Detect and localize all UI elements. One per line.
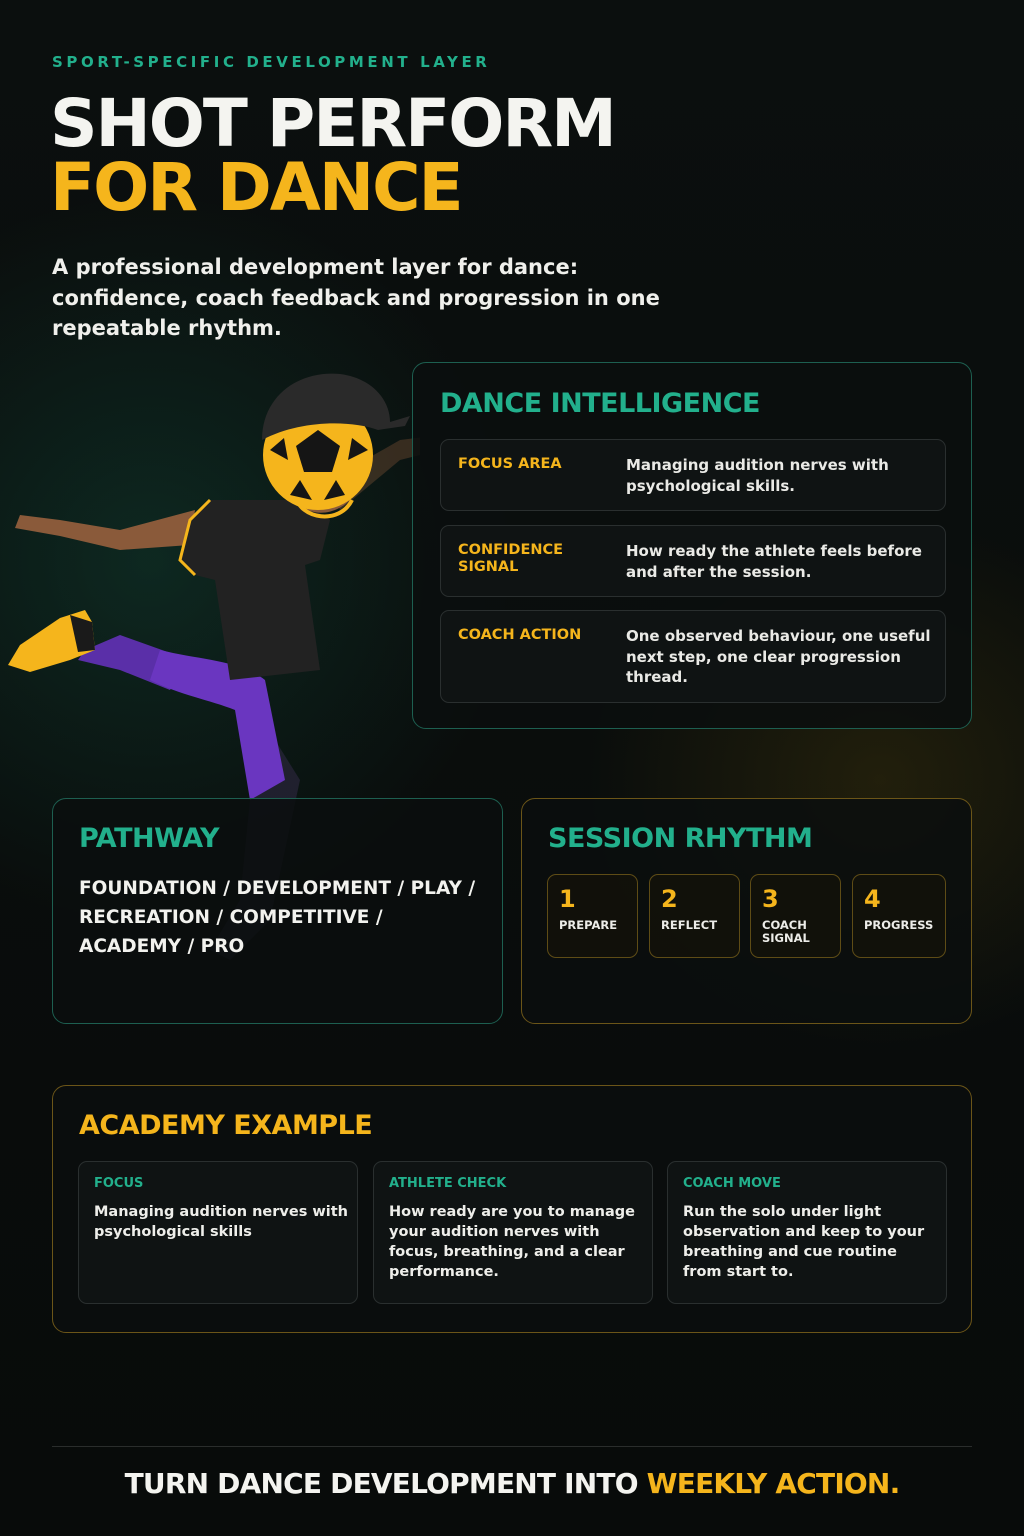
- academy-col-label: COACH MOVE: [683, 1176, 781, 1191]
- intel-row-focus-area: [440, 439, 946, 511]
- session-rhythm-title: SESSION RHYTHM: [548, 823, 813, 854]
- academy-col-coach-move: [667, 1161, 947, 1304]
- title-line-1: SHOT PERFORM: [50, 85, 615, 162]
- academy-example-title: ACADEMY EXAMPLE: [79, 1110, 373, 1141]
- rhythm-step-coach-signal: [750, 874, 841, 958]
- step-label: PROGRESS: [864, 918, 934, 932]
- academy-col-label: FOCUS: [94, 1176, 144, 1191]
- academy-col-text: Managing audition nerves with psychological skills: [94, 1204, 349, 1240]
- pathway-text: FOUNDATION / DEVELOPMENT / PLAY / RECREATION / COMPETITIVE / ACADEMY / PRO: [79, 878, 476, 957]
- footer-divider: [52, 1446, 972, 1447]
- page-title: [50, 85, 615, 226]
- intro-text: A professional development layer for dance: confidence, coach feedback and progression in one repeatable rhythm.: [52, 255, 660, 340]
- intel-row-text: How ready the athlete feels before and after the session.: [626, 542, 922, 581]
- pathway-title: PATHWAY: [79, 823, 220, 854]
- intel-row-coach-action: [440, 610, 946, 703]
- step-label: COACH SIGNAL: [762, 918, 810, 945]
- footer-tagline: [0, 1467, 1024, 1500]
- eyebrow-label: SPORT-SPECIFIC DEVELOPMENT LAYER: [52, 53, 491, 71]
- academy-col-text: Run the solo under light observation and keep to your breathing and cue routine from start to.: [683, 1204, 925, 1280]
- step-number: 2: [661, 885, 678, 913]
- intel-row-label: COACH ACTION: [458, 627, 582, 643]
- title-line-2: FOR DANCE: [50, 149, 462, 226]
- dance-intelligence-title: DANCE INTELLIGENCE: [440, 388, 760, 419]
- step-label: REFLECT: [661, 918, 718, 932]
- pathway-card: [52, 798, 503, 1024]
- session-rhythm-card: [521, 798, 972, 1024]
- intel-row-label: FOCUS AREA: [458, 456, 562, 472]
- footer-highlight: WEEKLY ACTION.: [646, 1467, 900, 1500]
- step-number: 3: [762, 885, 779, 913]
- rhythm-step-progress: [852, 874, 946, 958]
- academy-col-athlete-check: [373, 1161, 653, 1304]
- rhythm-step-reflect: [649, 874, 740, 958]
- step-number: 4: [864, 885, 881, 913]
- academy-example-card: [52, 1085, 972, 1333]
- rhythm-step-prepare: [547, 874, 638, 958]
- intel-row-text: Managing audition nerves with psychological skills.: [626, 456, 889, 495]
- intel-row-text: One observed behaviour, one useful next step, one clear progression thread.: [626, 627, 931, 686]
- dance-intelligence-card: [412, 362, 972, 729]
- step-label: PREPARE: [559, 918, 618, 932]
- academy-col-text: How ready are you to manage your audition nerves with focus, breathing, and a clear performance.: [389, 1204, 635, 1280]
- academy-col-label: ATHLETE CHECK: [389, 1176, 507, 1191]
- academy-col-focus: [78, 1161, 358, 1304]
- footer-text: TURN DANCE DEVELOPMENT INTO: [124, 1467, 638, 1500]
- intel-row-label: CONFIDENCE SIGNAL: [458, 542, 564, 575]
- intel-row-confidence-signal: [440, 525, 946, 597]
- step-number: 1: [559, 885, 576, 913]
